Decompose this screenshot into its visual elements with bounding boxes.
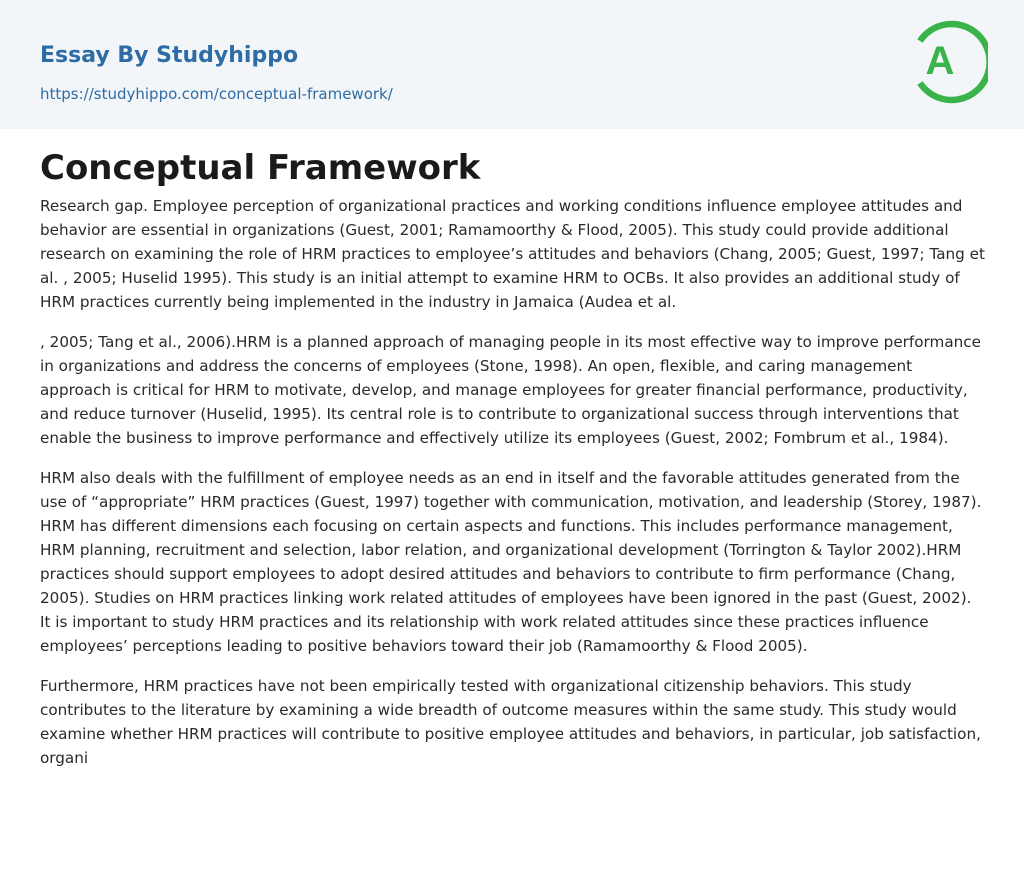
paragraph-3: HRM also deals with the fulfillment of employee needs as an end in itself and the favorable attitudes generated from the use of “appropriate” HRM practices (Guest, 1997) together with communication, motivation, and leadership (Storey, 1987). HRM has different dimensions each focusing on certain aspects and functions. This includes performance management, HRM planning, recruitment and selection, labor relation, and organizational development (Torrington & Taylor 2002).HRM practices should support employees to adopt desired attitudes and behaviors to contribute to firm performance (Chang, 2005). Studies on HRM practices linking work related attitudes of employees have been ignored in the past (Guest, 2002). It is important to study HRM practices and its relationship with work related attitudes since these practices influence employees’ perceptions leading to positive behaviors toward their job (Ramamoorthy & Flood 2005). [40, 469, 982, 655]
logo-letter: A [925, 39, 955, 83]
studyhippo-logo-icon[interactable] [910, 18, 988, 106]
site-header [0, 0, 1024, 129]
paragraph-2: , 2005; Tang et al., 2006).HRM is a planned approach of managing people in its most effective way to improve performance in organizations and address the concerns of employees (Stone, 1998). An open, flexible, and caring management approach is critical for HRM to motivate, develop, and manage employees for greater financial performance, productivity, and reduce turnover (Huselid, 1995). Its central role is to contribute to organizational success through interventions that enable the business to improve performance and effectively utilize its employees (Guest, 2002; Fombrum et al., 1984). [40, 333, 981, 447]
paragraph-4: Furthermore, HRM practices have not been empirically tested with organizational citizenship behaviors. This study contributes to the literature by examining a wide breadth of outcome measures within the same study. This study would examine whether HRM practices will contribute to positive employee attitudes and behaviors, in particular, job satisfaction, organi [40, 677, 981, 767]
page-title: Conceptual Framework [40, 148, 481, 188]
article-body [40, 194, 986, 786]
brand-title: Essay By Studyhippo [40, 43, 299, 68]
paragraph-1: Research gap. Employee perception of organizational practices and working conditions influence employee attitudes and behavior are essential in organizations (Guest, 2001; Ramamoorthy & Flood, 2005). This study could provide additional research on examining the role of HRM practices to employee’s attitudes and behaviors (Chang, 2005; Guest, 1997; Tang et al. , 2005; Huselid 1995). This study is an initial attempt to examine HRM to OCBs. It also provides an additional study of HRM practices currently being implemented in the industry in Jamaica (Audea et al. [40, 197, 985, 311]
source-url-link[interactable]: https://studyhippo.com/conceptual-framework/ [40, 85, 393, 103]
